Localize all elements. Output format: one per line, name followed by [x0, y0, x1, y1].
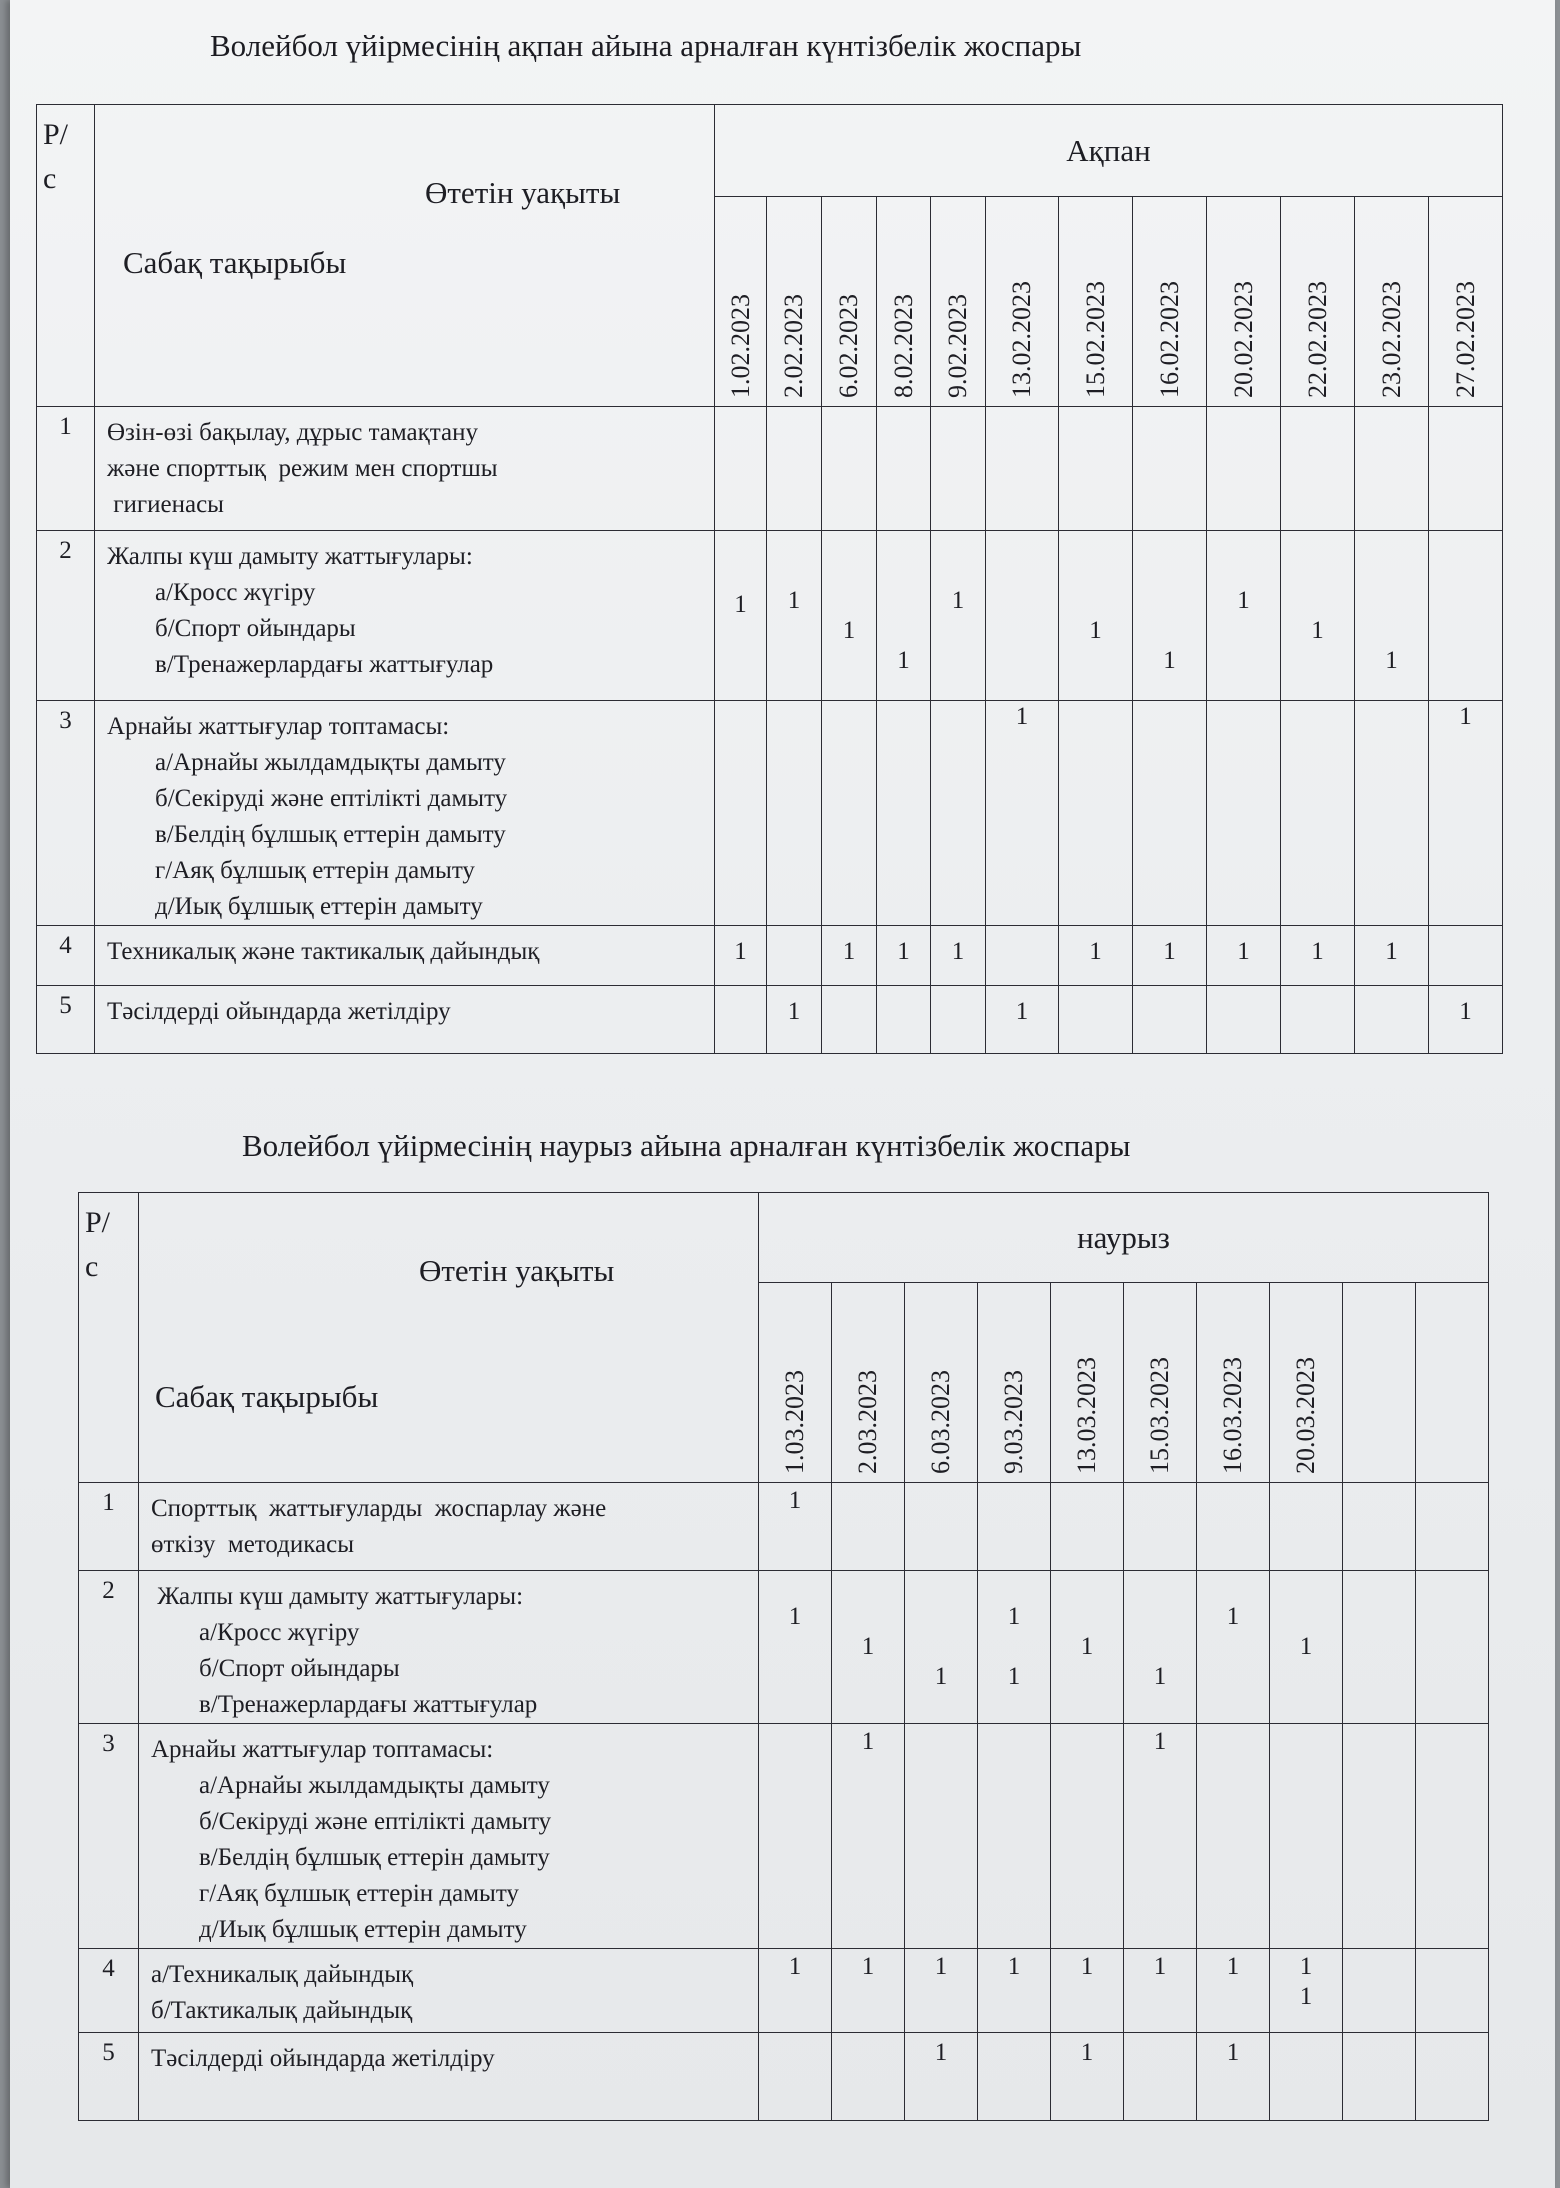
- date-column-header: [1416, 1283, 1489, 1483]
- date-column-header: [1270, 1283, 1343, 1483]
- schedule-cell: [1281, 407, 1355, 531]
- session-mark: 1: [1080, 1953, 1094, 1980]
- topic-subitem: д/Иық бұлшық еттерін дамыту: [155, 893, 483, 920]
- schedule-cell: [931, 701, 986, 926]
- row-number: 2: [79, 1571, 139, 1724]
- date-column-header: [1207, 197, 1281, 407]
- schedule-cell: [759, 2033, 832, 2121]
- topic-line: өткізу методикасы: [151, 1531, 355, 1558]
- topic-line: а/Техникалық дайындық: [151, 1961, 414, 1988]
- date-label: 13.02.2023: [1007, 281, 1036, 398]
- schedule-cell: [822, 407, 877, 531]
- schedule-cell: [1133, 926, 1207, 986]
- session-mark: 1: [842, 617, 856, 644]
- session-mark: 1: [1015, 998, 1029, 1025]
- february-plan-table: [36, 104, 1503, 1054]
- date-column-header: [767, 197, 822, 407]
- date-label: 1.02.2023: [725, 294, 755, 398]
- topic-subitem: в/Белдің бұлшық еттерін дамыту: [155, 821, 506, 848]
- topic-line: гигиенасы: [107, 491, 224, 518]
- topic-line: Жалпы күш дамыту жаттығулары:: [107, 543, 473, 570]
- schedule-cell: [715, 701, 767, 926]
- topic-line: Спорттық жаттығуларды жоспарлау және: [151, 1495, 607, 1522]
- row-number: 2: [37, 531, 95, 701]
- date-column-header: [931, 197, 986, 407]
- schedule-cell: [767, 407, 822, 531]
- schedule-cell: [767, 531, 822, 701]
- time-label: Өтетін уақыты: [419, 1253, 615, 1288]
- schedule-cell: [1051, 1949, 1124, 2033]
- month-header: Ақпан: [715, 105, 1503, 197]
- session-mark: 1: [788, 1953, 802, 1980]
- date-label: 6.03.2023: [926, 1370, 955, 1474]
- date-column-header: [1197, 1283, 1270, 1483]
- topic-subitem: а/Арнайы жылдамдықты дамыту: [199, 1772, 550, 1799]
- date-column-header: [986, 197, 1059, 407]
- date-column-header: [905, 1283, 978, 1483]
- row-number: 3: [79, 1724, 139, 1949]
- session-mark: 1: [1459, 703, 1472, 730]
- schedule-cell: [877, 531, 931, 701]
- schedule-cell: [1270, 1724, 1343, 1949]
- topic-line: Тәсілдерді ойындарда жетілдіру: [107, 998, 451, 1025]
- table-row: [37, 407, 1503, 531]
- topic-subitem: г/Аяқ бұлшық еттерін дамыту: [155, 857, 475, 884]
- schedule-cell: [767, 986, 822, 1054]
- row-number: 5: [79, 2033, 139, 2121]
- table-row: [79, 1949, 1489, 2033]
- schedule-cell: [715, 407, 767, 618]
- topic-time-header: [95, 105, 715, 407]
- schedule-cell: [1270, 1483, 1343, 1571]
- schedule-cell: [978, 2033, 1051, 2121]
- schedule-cell: [1355, 986, 1429, 1054]
- session-mark: 1: [861, 1953, 875, 1980]
- session-mark: 1: [861, 1633, 875, 1660]
- date-label: 20.03.2023: [1291, 1357, 1320, 1474]
- row-number-header: Р/ с: [79, 1193, 139, 1483]
- session-mark: 1: [1299, 1953, 1313, 1980]
- date-label: 23.02.2023: [1376, 281, 1406, 398]
- schedule-cell: [1051, 1571, 1124, 1724]
- schedule-cell: [767, 701, 822, 926]
- schedule-cell: [1197, 1571, 1270, 1724]
- lesson-topic: [95, 407, 715, 531]
- schedule-cell: [832, 1949, 905, 2033]
- topic-subitem: а/Кросс жүгіру: [155, 579, 316, 606]
- schedule-cell: [986, 407, 1059, 531]
- session-mark: 1: [734, 591, 747, 618]
- session-mark: 1: [1007, 1953, 1021, 1980]
- schedule-cell: [1059, 986, 1133, 1054]
- date-column-header: [1059, 197, 1133, 407]
- schedule-cell: [1133, 531, 1207, 701]
- row-number: 3: [37, 701, 95, 926]
- date-label: 22.02.2023: [1302, 281, 1332, 398]
- date-label: 2.02.2023: [779, 294, 808, 398]
- schedule-cell: [931, 531, 986, 701]
- topic-subitem: д/Иық бұлшық еттерін дамыту: [199, 1916, 527, 1943]
- session-mark: 1: [788, 1487, 802, 1514]
- topic-subitem: в/Белдің бұлшық еттерін дамыту: [199, 1844, 550, 1871]
- schedule-cell: [1343, 1724, 1416, 1949]
- topic-line: Арнайы жаттығулар топтамасы:: [107, 713, 450, 740]
- session-mark: 1: [934, 1953, 948, 1980]
- schedule-cell: [1429, 407, 1503, 531]
- schedule-cell: [1133, 986, 1207, 1054]
- session-mark: 1: [1459, 998, 1472, 1025]
- topic-line: б/Тактикалық дайындық: [151, 1997, 413, 2024]
- row-number: 4: [37, 926, 95, 986]
- session-mark: 1: [1153, 1728, 1167, 1755]
- schedule-cell: [759, 1949, 832, 2033]
- session-mark: 1: [1385, 647, 1398, 674]
- row-number-header: Р/ с: [37, 105, 95, 407]
- schedule-cell: [1281, 926, 1355, 986]
- schedule-cell: [905, 1724, 978, 1949]
- schedule-cell: [1270, 2033, 1343, 2121]
- session-mark: 1: [1299, 1633, 1313, 1660]
- lesson-topic: [95, 531, 715, 701]
- date-column-header: [1281, 197, 1355, 407]
- lesson-topic: [139, 1724, 759, 1949]
- date-label: 1.03.2023: [780, 1370, 809, 1474]
- session-mark: 1: [1015, 703, 1029, 730]
- table-row: [37, 926, 1503, 986]
- schedule-cell: [905, 2033, 978, 2121]
- schedule-cell: [1059, 701, 1133, 926]
- schedule-cell: [1281, 531, 1355, 701]
- date-column-header: [759, 1283, 832, 1483]
- schedule-cell: [759, 1724, 832, 1949]
- lesson-topic: [95, 701, 715, 926]
- date-column-header: [1051, 1283, 1124, 1483]
- schedule-cell: [877, 926, 931, 986]
- schedule-cell: [1207, 986, 1281, 1054]
- date-label: 9.03.2023: [999, 1370, 1028, 1474]
- document-page: [10, 0, 1555, 2188]
- schedule-cell: [1343, 1571, 1416, 1724]
- session-mark: 1: [934, 2039, 948, 2066]
- date-label: 20.02.2023: [1228, 281, 1258, 398]
- topic-subitem: а/Кросс жүгіру: [199, 1619, 360, 1646]
- row-number: 1: [79, 1483, 139, 1571]
- schedule-cell: [1355, 926, 1429, 986]
- schedule-cell: [1059, 407, 1133, 531]
- session-mark: 1: [1163, 647, 1176, 674]
- session-mark: 1: [861, 1728, 875, 1755]
- schedule-cell: [1059, 926, 1133, 986]
- topic-subitem: г/Аяқ бұлшық еттерін дамыту: [199, 1880, 519, 1907]
- topic-subitem: а/Арнайы жылдамдықты дамыту: [155, 749, 506, 776]
- date-column-header: [832, 1283, 905, 1483]
- topic-time-header: [139, 1193, 759, 1483]
- schedule-cell: [931, 986, 986, 1054]
- time-label: Өтетін уақыты: [425, 175, 621, 210]
- schedule-cell: [1207, 531, 1281, 701]
- schedule-cell: [822, 701, 877, 926]
- lesson-topic: [95, 986, 715, 1054]
- schedule-cell: [832, 1571, 905, 1724]
- schedule-cell: [1051, 1483, 1124, 1571]
- march-plan-table: [78, 1192, 1489, 2121]
- schedule-cell: [1207, 926, 1281, 986]
- schedule-cell: [1207, 701, 1281, 926]
- schedule-cell: [1197, 1483, 1270, 1571]
- topic-line: Жалпы күш дамыту жаттығулары:: [151, 1583, 524, 1610]
- session-mark: 1: [1226, 2039, 1240, 2066]
- session-mark: 1: [1089, 938, 1102, 965]
- schedule-cell: [931, 926, 986, 986]
- schedule-cell: [822, 986, 877, 1054]
- topic-subitem: б/Секіруді және ептілікті дамыту: [155, 785, 508, 812]
- schedule-cell: [1281, 701, 1355, 926]
- schedule-cell: [905, 1571, 978, 1724]
- schedule-cell: [1197, 2033, 1270, 2121]
- schedule-cell: [832, 1724, 905, 1949]
- lesson-topic: [139, 1949, 759, 2033]
- topic-line: Өзін-өзі бақылау, дұрыс тамақтану: [107, 419, 478, 446]
- session-mark: 1: [1226, 1953, 1240, 1980]
- schedule-cell: [1343, 1949, 1416, 2033]
- topic-subitem: в/Тренажерлардағы жаттығулар: [155, 651, 494, 678]
- schedule-cell: [1124, 1724, 1197, 1949]
- schedule-cell: [1429, 531, 1503, 701]
- session-mark: 1: [1007, 1663, 1021, 1690]
- schedule-cell: [877, 986, 931, 1054]
- table-row: [79, 1724, 1489, 1949]
- table-row: [37, 531, 1503, 701]
- row-number: 4: [79, 1949, 139, 2033]
- schedule-cell: [978, 1571, 1051, 1724]
- schedule-cell: [1355, 407, 1429, 531]
- session-mark: 1: [1007, 1603, 1021, 1630]
- topic-line: Арнайы жаттығулар топтамасы:: [151, 1736, 494, 1763]
- schedule-cell: [986, 986, 1059, 1054]
- schedule-cell: [1059, 531, 1133, 701]
- session-mark: 1: [1153, 1953, 1167, 1980]
- schedule-cell: [1416, 2033, 1489, 2121]
- session-mark: 1: [1080, 2039, 1094, 2066]
- schedule-cell: [1270, 1571, 1343, 1724]
- schedule-cell: [1133, 701, 1207, 926]
- date-label: 9.02.2023: [943, 294, 972, 398]
- schedule-cell: [1355, 531, 1429, 701]
- schedule-cell: [1429, 986, 1503, 1054]
- session-mark: 1: [1089, 617, 1102, 644]
- session-mark: 1: [1080, 1633, 1094, 1660]
- lesson-topic: [139, 1483, 759, 1571]
- date-column-header: [1133, 197, 1207, 407]
- table-row: [37, 986, 1503, 1054]
- topic-subitem: в/Тренажерлардағы жаттығулар: [199, 1691, 538, 1718]
- date-label: 15.02.2023: [1080, 281, 1110, 398]
- session-mark: 1: [788, 1603, 802, 1630]
- session-mark: 1: [934, 1663, 948, 1690]
- topic-subitem: б/Спорт ойындары: [199, 1655, 400, 1682]
- session-mark: 1: [951, 587, 965, 614]
- schedule-cell: [1416, 1949, 1489, 2033]
- schedule-cell: [822, 926, 877, 986]
- schedule-cell: [759, 1483, 832, 1571]
- month-header: наурыз: [759, 1193, 1489, 1283]
- table-row: [79, 2033, 1489, 2121]
- schedule-cell: [832, 2033, 905, 2121]
- date-column-header: [1355, 197, 1429, 407]
- schedule-cell: [905, 1949, 978, 2033]
- schedule-cell: [1051, 2033, 1124, 2121]
- session-mark: 1: [734, 938, 747, 965]
- lesson-topic: [139, 1571, 759, 1724]
- schedule-cell: [1124, 1949, 1197, 2033]
- schedule-cell: [1051, 1724, 1124, 1949]
- topic-label: Сабақ тақырыбы: [155, 1379, 379, 1414]
- schedule-cell: [986, 701, 1059, 926]
- schedule-cell: [1416, 1571, 1489, 1724]
- session-mark: 1: [842, 938, 856, 965]
- topic-subitem: б/Спорт ойындары: [155, 615, 356, 642]
- schedule-cell: [715, 531, 767, 701]
- topic-subitem: б/Секіруді және ептілікті дамыту: [199, 1808, 552, 1835]
- schedule-cell: [759, 1571, 832, 1724]
- schedule-cell: [1355, 701, 1429, 926]
- topic-line: және спорттық режим мен спортшы: [107, 455, 498, 482]
- schedule-cell: [905, 1483, 978, 1571]
- schedule-cell: [1416, 1724, 1489, 1949]
- schedule-cell: [931, 407, 986, 531]
- date-label: 16.02.2023: [1154, 281, 1184, 398]
- schedule-cell: [1281, 986, 1355, 1054]
- date-label: 8.02.2023: [888, 294, 918, 398]
- date-label: 15.03.2023: [1145, 1357, 1174, 1474]
- session-mark: 1: [787, 998, 801, 1025]
- schedule-cell: [1343, 1483, 1416, 1571]
- session-mark: 1: [787, 587, 801, 614]
- date-column-header: [715, 197, 767, 407]
- schedule-cell: [1416, 1483, 1489, 1571]
- schedule-cell: [1197, 1949, 1270, 2033]
- row-number: 1: [37, 407, 95, 531]
- session-mark: 1: [1311, 617, 1324, 644]
- february-title: Волейбол үйірмесінің ақпан айына арналған күнтізбелік жоспары: [210, 28, 1082, 63]
- date-column-header: [1429, 197, 1503, 407]
- date-column-header: [877, 197, 931, 407]
- lesson-topic: [95, 926, 715, 986]
- schedule-cell: [978, 1483, 1051, 1571]
- schedule-cell: [1429, 926, 1503, 986]
- schedule-cell: [1197, 1724, 1270, 1949]
- session-mark: 1: [1153, 1663, 1167, 1690]
- date-label: 2.03.2023: [853, 1370, 882, 1474]
- session-mark: 1: [897, 938, 910, 965]
- schedule-cell: [978, 1949, 1051, 2033]
- schedule-cell: [877, 407, 931, 531]
- date-column-header: [978, 1283, 1051, 1483]
- march-title: Волейбол үйірмесінің наурыз айына арналған күнтізбелік жоспары: [242, 1128, 1131, 1163]
- schedule-cell: [822, 531, 877, 701]
- session-mark: 1: [1385, 938, 1398, 965]
- date-label: 6.02.2023: [834, 294, 863, 398]
- topic-label: Сабақ тақырыбы: [123, 245, 347, 280]
- table-row: [79, 1483, 1489, 1571]
- schedule-cell: [1124, 2033, 1197, 2121]
- schedule-cell: [1124, 1483, 1197, 1571]
- session-mark: 1: [1163, 938, 1176, 965]
- date-label: 27.02.2023: [1450, 281, 1480, 398]
- table-row: [79, 1571, 1489, 1724]
- session-mark: 1: [1311, 938, 1324, 965]
- lesson-topic: [139, 2033, 759, 2121]
- date-column-header: [1124, 1283, 1197, 1483]
- schedule-cell: [767, 926, 822, 986]
- schedule-cell: [1133, 407, 1207, 531]
- table-row: [37, 701, 1503, 926]
- session-mark: 1: [1237, 938, 1250, 965]
- date-column-header: [822, 197, 877, 407]
- session-mark: 1: [897, 647, 910, 674]
- schedule-cell: [986, 926, 1059, 986]
- date-label: 13.03.2023: [1072, 1357, 1101, 1474]
- schedule-cell: [877, 701, 931, 926]
- topic-line: Тәсілдерді ойындарда жетілдіру: [151, 2045, 495, 2072]
- schedule-cell: [832, 1483, 905, 1571]
- row-number: 5: [37, 986, 95, 1054]
- date-column-header: [1343, 1283, 1416, 1483]
- schedule-cell: [1207, 407, 1281, 531]
- schedule-cell: [1124, 1571, 1197, 1724]
- schedule-cell: [1343, 2033, 1416, 2121]
- schedule-cell: [986, 531, 1059, 701]
- schedule-cell: [715, 986, 767, 1054]
- schedule-cell: [978, 1724, 1051, 1949]
- date-label: 16.03.2023: [1218, 1357, 1247, 1474]
- schedule-cell: [715, 926, 767, 986]
- session-mark: 1: [1237, 587, 1250, 614]
- session-mark: 1: [1299, 1983, 1313, 2010]
- session-mark: 1: [951, 938, 965, 965]
- schedule-cell: [1429, 701, 1503, 926]
- session-mark: 1: [1226, 1603, 1240, 1630]
- schedule-cell: [1270, 1949, 1343, 2033]
- topic-line: Техникалық және тактикалық дайындық: [107, 938, 540, 965]
